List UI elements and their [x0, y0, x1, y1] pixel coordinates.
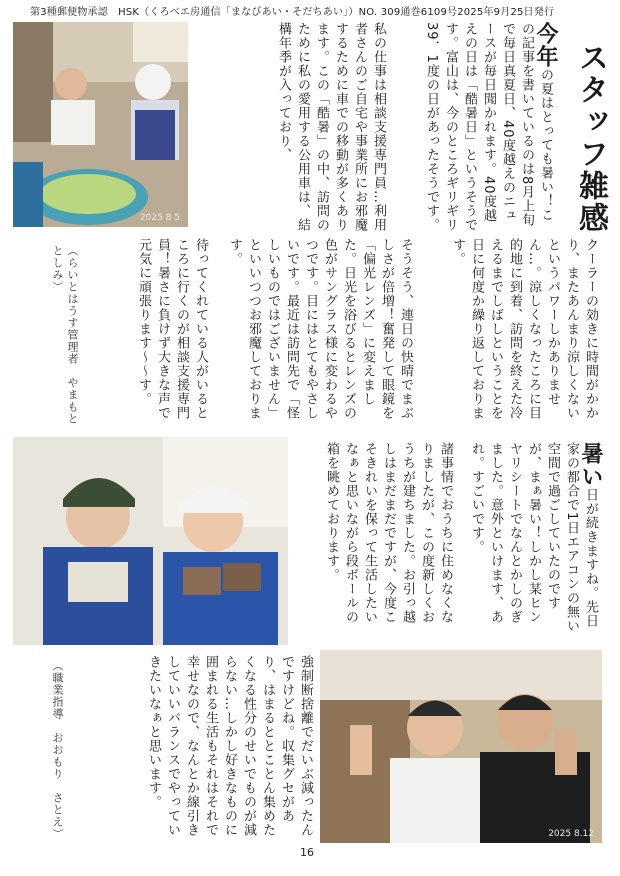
article1-col2 [196, 22, 388, 232]
article2-lead: 暑い [578, 442, 603, 488]
photo-peace-sign-datestamp: 2025 8.12 [548, 829, 594, 839]
page-number: 16 [300, 846, 314, 859]
section-title: スタッフ雑感 [573, 42, 608, 234]
article1-col5-text: 待ってくれている人がいるところに行くのが相談支援専門員！暑さに負けず大きな声で元気に頑張ります～～す。 [136, 238, 208, 420]
photo-cookies [13, 437, 288, 645]
article2-col3 [90, 655, 315, 840]
photo-kitchen-image [13, 22, 188, 227]
article1-col4 [215, 238, 415, 428]
photo-kitchen [13, 22, 188, 227]
article1-col2-text: 私の仕事は相談支援専門員…利用者さんのご自宅や事業所にお邪魔するために車での移動が多くあります。この「酷暑」の中、訪問のために私の愛用する公用車は、結構年季が入っており、 [276, 22, 386, 232]
article1-col4-text: そうそう、連日の快晴でまぶしさが倍増！奮発して眼鏡を「偏光レンズ」に変えました。日光を浴びるとレンズの色がサングラス様に変わるやつです。目にはとてもやさしいです。最近は訪問先で「怪しいものではございません」といいつつお邪魔しております。 [227, 238, 413, 420]
page-header: 第3種郵便物承認 HSK（くろべエ房通信「まなびあい・そだちあい」）NO. 309通巻6109号2025年9月25日発行 [30, 7, 555, 18]
photo-peace-sign [320, 650, 602, 843]
article2-signature: （職業指導 おおもり さとえ） [51, 660, 64, 840]
article1-col1 [395, 22, 558, 232]
article1-signature: （らいとはうす管理者 やまもと としみ） [51, 245, 79, 437]
article1-col3 [420, 238, 600, 428]
article2-col2-text: 諸事情でおうちに住めなくなりましたが、この度新しくおうちが建ちました。お引っ越しはまだまだですが、今度こそきれいを保って生活したいなぁと思いながら段ボールの箱を眺めております。 [324, 442, 453, 624]
article2-col2 [295, 442, 455, 637]
photo-cookies-image [13, 437, 288, 645]
photo-kitchen-datestamp: 2025 8 5 [139, 213, 180, 223]
article2-col1 [460, 442, 603, 637]
article1-col5 [98, 238, 210, 428]
photo-peace-sign-image [320, 650, 602, 843]
article2-col3-text: 強制断捨離でだいぶ減ったんですけどね。収集グセがあり、はまるととことん集めたくなる性分のせいでものが減らない…しかし好きなものに囲まれる生活もそれはそれで幸せなので、なんとか線引きしていいバランスでやっていきたいなぁと思います。 [146, 655, 313, 837]
article2-col1-text: 日が続きますね。先日家の都合で1日エアコンの無い空間で過ごしていたのですが、まぁ暑い！しかし某ヒンヤリシートでなんとかしのぎました。意外といけます、あれ。すごいです。 [469, 442, 598, 634]
article1-col1-text: の夏はとっても暑い！この記事を書いているのは8月上旬で毎日真夏日、40度越えのニュースが毎日聞かれます。40度越えの日は「酷暑日」というそうです。富山は、今のところギリギリ39．1度の日があったそうです。 [424, 22, 553, 232]
article1-col3-text: クーラーの効きに時間がかかり、またあんまり涼しくないというパワーしかありません…。涼しくなったころに目的地に到着、訪問を終えた冷えるまでしばしということを日に何度か繰り返しております。 [450, 238, 598, 420]
article1-lead: 今年 [533, 22, 558, 68]
